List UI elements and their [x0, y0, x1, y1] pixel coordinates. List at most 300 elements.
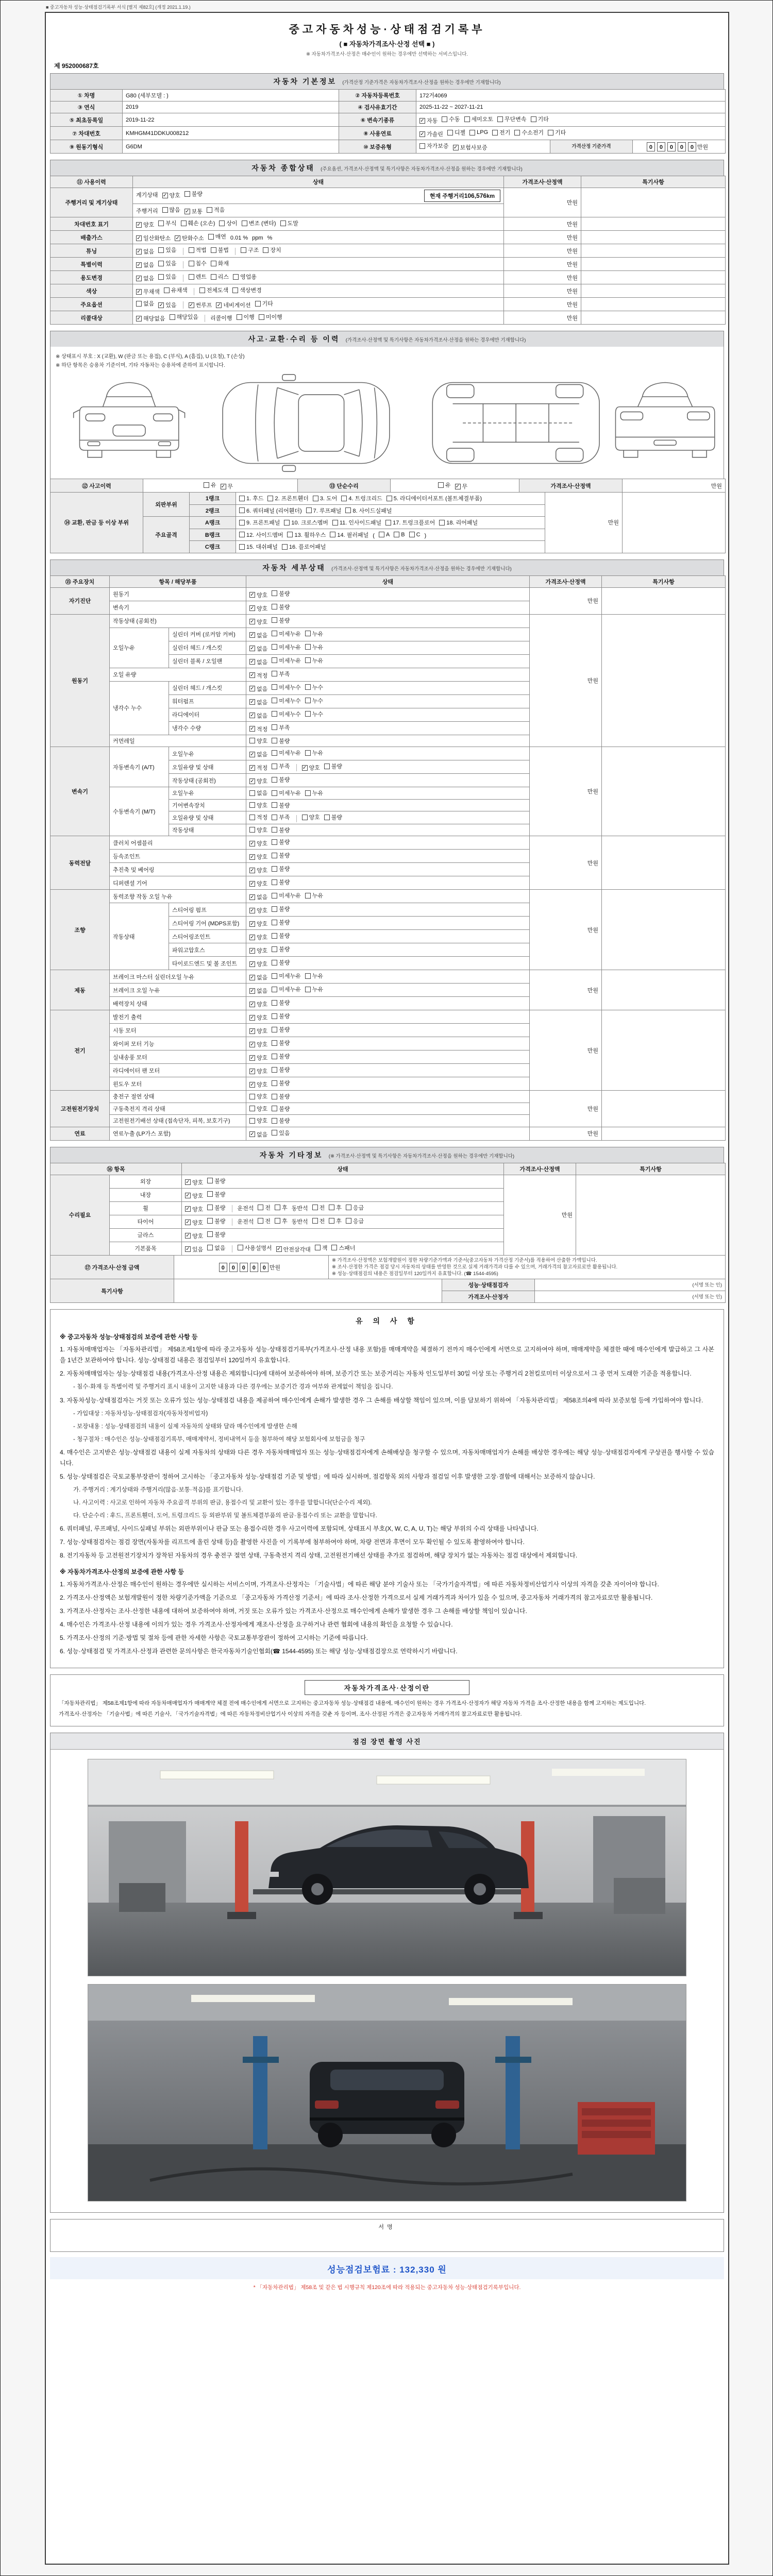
checkbox-mark [272, 1118, 277, 1124]
checkbox-checked[interactable] [249, 1040, 267, 1048]
mileage-unit: km [486, 193, 495, 199]
checkbox-checked[interactable] [249, 853, 267, 861]
checkbox-checked[interactable] [184, 207, 203, 215]
checkbox-mark: ✓ [186, 1219, 190, 1226]
checkbox-unchecked[interactable] [312, 1217, 325, 1225]
checkbox-unchecked[interactable] [272, 616, 290, 624]
checkbox-label: 불량 [279, 802, 290, 809]
checkbox-unchecked[interactable] [204, 481, 216, 489]
checkbox-label: 17. 트렁크플로어 [393, 520, 435, 526]
checkbox-checked[interactable] [136, 247, 154, 256]
checkbox-unchecked[interactable] [241, 246, 259, 254]
checkbox-unchecked[interactable] [272, 813, 290, 821]
checkbox-unchecked[interactable] [305, 972, 323, 980]
value-cell [110, 1091, 246, 1103]
value-cell [110, 1115, 246, 1127]
checkbox-unchecked[interactable] [272, 945, 290, 953]
other-title-bar [50, 1147, 724, 1163]
checkbox-unchecked[interactable] [162, 206, 180, 214]
checkbox-checked[interactable] [249, 1027, 267, 1035]
checkbox-unchecked[interactable] [305, 789, 323, 797]
checkbox-unchecked[interactable] [249, 826, 267, 834]
cell-text: 고전원전기배선 상태 (접속단자, 피복, 보호기구) [113, 1118, 230, 1125]
checkbox-label: 해당있음 [176, 314, 199, 320]
table-row [51, 90, 726, 101]
value-cell [576, 1175, 726, 1255]
checkbox-checked[interactable] [249, 750, 267, 758]
section-accident-history [50, 331, 724, 553]
checkbox-mark: ✓ [186, 1246, 190, 1252]
checkbox-checked[interactable] [249, 1067, 267, 1075]
checkbox-unchecked[interactable] [315, 1244, 328, 1252]
checkbox-unchecked[interactable] [272, 697, 301, 705]
checkbox-unchecked[interactable] [272, 643, 301, 651]
checkbox-mark [272, 853, 277, 858]
checkbox-checked[interactable] [249, 685, 267, 693]
checkbox-mark [181, 221, 187, 226]
checkbox-mark [272, 1000, 277, 1006]
cell-text: 오일누유 [113, 645, 135, 651]
checkbox-unchecked[interactable] [324, 813, 342, 821]
cell-text: 가격조사·산정자 [468, 1294, 509, 1301]
checkbox-unchecked[interactable] [272, 1012, 290, 1020]
value-cell [133, 231, 504, 244]
checkbox-unchecked[interactable] [341, 494, 382, 502]
checkbox-label: 리스 [217, 274, 229, 280]
inspection-photo-1 [88, 1759, 686, 1976]
checkbox-unchecked[interactable] [324, 762, 342, 770]
checkbox-label: 적정 [257, 726, 268, 733]
checkbox-checked[interactable] [249, 1013, 267, 1022]
checkbox-unchecked[interactable] [239, 531, 283, 539]
checkbox-checked[interactable] [419, 116, 438, 125]
checkbox-unchecked[interactable] [305, 683, 323, 691]
checkbox-unchecked[interactable] [249, 801, 267, 809]
checkbox-unchecked[interactable] [207, 206, 225, 214]
checkbox-unchecked[interactable] [272, 630, 301, 638]
checkbox-unchecked[interactable] [272, 891, 301, 900]
cell-text: 만원 [587, 1047, 598, 1054]
checkbox-label: 영업용 [240, 274, 257, 280]
label-cell [519, 479, 623, 493]
cell-text: 작동상태 [172, 827, 194, 834]
checkbox-unchecked[interactable] [249, 737, 267, 745]
checkbox-checked[interactable] [276, 1245, 311, 1253]
checkbox-mark [379, 532, 384, 537]
checkbox-unchecked[interactable] [306, 506, 342, 515]
checkbox-unchecked[interactable] [211, 246, 229, 254]
checkbox-label: 불량 [191, 191, 203, 197]
checkbox-unchecked[interactable] [189, 273, 207, 281]
checkbox-checked[interactable] [216, 301, 250, 309]
checkbox-unchecked[interactable] [189, 246, 207, 254]
checkbox-unchecked[interactable] [272, 985, 301, 993]
checkbox-unchecked[interactable] [282, 543, 326, 551]
checkbox-checked[interactable] [302, 764, 320, 772]
value-cell [246, 799, 530, 811]
checkbox-label: 1. 후드 [246, 496, 264, 502]
checkbox-label: 양호 [192, 1179, 204, 1186]
checkbox-checked[interactable] [249, 973, 267, 981]
car-diagram-top [223, 375, 390, 471]
checkbox-unchecked[interactable] [531, 115, 549, 123]
checkbox-unchecked[interactable] [207, 1204, 225, 1212]
label-cell [504, 176, 581, 188]
checkbox-unchecked[interactable] [379, 532, 390, 538]
cell-text: 주행거리 및 계기상태 [65, 200, 118, 206]
checkbox-checked[interactable] [249, 866, 267, 874]
checkbox-checked[interactable] [249, 777, 267, 785]
checkbox-label: 색상변경 [240, 287, 262, 294]
checkbox-unchecked[interactable] [305, 656, 323, 665]
cell-text: ( [373, 533, 375, 539]
checkbox-unchecked[interactable] [158, 259, 176, 267]
value-cell [110, 735, 246, 747]
checkbox-unchecked[interactable] [492, 128, 510, 137]
checkbox-label: 누유 [312, 657, 324, 664]
checkbox-label: 불량 [331, 815, 343, 821]
checkbox-checked[interactable] [185, 1205, 203, 1213]
checkbox-mark [249, 1118, 255, 1124]
table-row [51, 1163, 726, 1175]
checkbox-unchecked[interactable] [438, 481, 451, 489]
checkbox-checked[interactable] [249, 987, 267, 995]
checkbox-checked[interactable] [136, 274, 154, 282]
checkbox-unchecked[interactable] [284, 518, 328, 527]
checkbox-unchecked[interactable] [272, 1105, 290, 1113]
checkbox-unchecked[interactable] [302, 813, 320, 821]
checkbox-checked[interactable] [249, 960, 267, 968]
checkbox-unchecked[interactable] [313, 494, 337, 502]
checkbox-label: 적정 [257, 672, 268, 679]
checkbox-unchecked[interactable] [263, 246, 281, 254]
checkbox-unchecked[interactable] [272, 589, 290, 598]
checkbox-unchecked[interactable] [258, 1204, 271, 1212]
checkbox-unchecked[interactable] [207, 1190, 225, 1198]
checkbox-mark [531, 116, 536, 122]
checkbox-mark [207, 207, 212, 213]
checkbox-mark [305, 631, 311, 636]
label-cell [51, 176, 133, 188]
checkbox-mark: ✓ [276, 1246, 281, 1252]
checkbox-unchecked[interactable] [255, 299, 273, 308]
checkbox-unchecked[interactable] [305, 697, 323, 705]
checkbox-unchecked[interactable] [287, 531, 326, 539]
checkbox-unchecked[interactable] [184, 190, 203, 198]
checkbox-checked[interactable] [249, 698, 267, 706]
checkbox-checked[interactable] [185, 1178, 203, 1187]
checkbox-unchecked[interactable] [199, 286, 229, 294]
checkbox-unchecked[interactable] [447, 128, 465, 137]
checkbox-unchecked[interactable] [208, 232, 226, 241]
checkbox-unchecked[interactable] [233, 273, 257, 281]
checkbox-unchecked[interactable] [305, 891, 323, 900]
checkbox-checked[interactable] [249, 906, 267, 914]
checkbox-mark: ✓ [250, 765, 255, 771]
checkbox-label: 전 [319, 1218, 325, 1225]
value-cell [530, 836, 602, 890]
checkbox-checked[interactable] [249, 1054, 267, 1062]
checkbox-unchecked[interactable] [272, 1052, 290, 1060]
checkbox-unchecked[interactable] [305, 749, 323, 757]
checkbox-unchecked[interactable] [386, 494, 482, 502]
checkbox-checked[interactable] [185, 1245, 203, 1253]
checkbox-unchecked[interactable] [280, 219, 298, 227]
checkbox-unchecked[interactable] [394, 532, 405, 538]
checkbox-checked[interactable] [249, 946, 267, 955]
checkbox-checked[interactable] [249, 893, 267, 901]
checkbox-label: 불량 [279, 617, 290, 624]
checkbox-checked[interactable] [249, 1000, 267, 1008]
checkbox-checked[interactable] [249, 1080, 267, 1089]
cell-text: 냉각수 누수 [113, 705, 142, 711]
checkbox-unchecked[interactable] [272, 972, 301, 980]
checkbox-unchecked[interactable] [272, 737, 290, 745]
checkbox-checked[interactable] [249, 658, 267, 666]
checkbox-unchecked[interactable] [258, 1217, 271, 1225]
checkbox-checked[interactable] [221, 482, 233, 490]
checkbox-unchecked[interactable] [181, 219, 215, 227]
checkbox-unchecked[interactable] [312, 1204, 325, 1212]
checkbox-unchecked[interactable] [272, 801, 290, 809]
checkbox-unchecked[interactable] [331, 1244, 355, 1252]
value-cell [535, 1279, 726, 1291]
checkbox-unchecked[interactable] [272, 998, 290, 1007]
checkbox-unchecked[interactable] [249, 1116, 267, 1125]
checkbox-checked[interactable] [185, 1232, 203, 1240]
checkbox-unchecked[interactable] [272, 723, 290, 732]
inspector-sign-table [50, 1279, 724, 1303]
detail-title-bar [50, 560, 724, 575]
checkbox-checked[interactable] [136, 314, 165, 323]
notice-item: 1. 자동차매매업자는 「자동차관리법」 제58조제1항에 따라 중고자동차 성능·상태점검기록부(가격조사·산정 내용 포함)를 매매계약을 체결하기 전까지 매수인에게 서면으로 고지하여야 하며, 매매계약을 체결한 때에 매수인에게 발급하고 그 사본을 1년간 보관하여야 합니다. 성능·상태점검 내용은 점검일부터 120일까지 유효합니다. [60, 1346, 714, 1364]
checkbox-unchecked[interactable] [272, 918, 290, 926]
checkbox-unchecked[interactable] [158, 246, 176, 254]
checkbox-mark: ✓ [175, 235, 180, 241]
checkbox-unchecked[interactable] [469, 129, 488, 135]
checkbox-label: 기타 [537, 116, 549, 123]
label-cell [190, 517, 236, 529]
checkbox-checked[interactable] [185, 1218, 203, 1227]
checkbox-label: 불량 [214, 1191, 226, 1198]
checkbox-unchecked[interactable] [442, 115, 460, 123]
checkbox-checked[interactable] [249, 618, 267, 626]
checkbox-unchecked[interactable] [249, 1105, 267, 1113]
checkbox-unchecked[interactable] [272, 1116, 290, 1125]
checkbox-unchecked[interactable] [158, 219, 176, 227]
checkbox-unchecked[interactable] [272, 789, 301, 797]
amount-digit: 0 [240, 1263, 248, 1272]
checkbox-checked[interactable] [249, 645, 267, 653]
cell-text: 원동기 [72, 677, 88, 684]
checkbox-mark [438, 482, 444, 488]
value-cell [246, 641, 530, 654]
checkbox-mark [332, 520, 338, 526]
label-cell [51, 258, 133, 271]
checkbox-unchecked[interactable] [242, 219, 276, 227]
checkbox-checked[interactable] [249, 1130, 267, 1139]
value-cell [246, 601, 530, 614]
document-number: 제 952000687호 [54, 62, 99, 70]
checkbox-unchecked[interactable] [305, 710, 323, 718]
value-cell [246, 747, 530, 760]
checkbox-unchecked[interactable] [419, 142, 449, 150]
checkbox-checked[interactable] [249, 879, 267, 888]
checkbox-unchecked[interactable] [272, 710, 301, 718]
checkbox-checked[interactable] [249, 920, 267, 928]
checkbox-checked[interactable] [158, 301, 176, 309]
checkbox-unchecked[interactable] [272, 826, 290, 834]
checkbox-unchecked[interactable] [272, 1025, 290, 1033]
checkbox-unchecked[interactable] [272, 749, 301, 757]
checkbox-unchecked[interactable] [332, 518, 381, 527]
checkbox-unchecked[interactable] [346, 1217, 364, 1225]
label-cell [51, 890, 110, 970]
checkbox-label: 양호 [257, 881, 268, 888]
checkbox-checked[interactable] [249, 839, 267, 848]
checkbox-checked[interactable] [136, 234, 171, 242]
checkbox-unchecked[interactable] [272, 1039, 290, 1047]
checkbox-unchecked[interactable] [249, 1092, 267, 1100]
checkbox-unchecked[interactable] [207, 1244, 225, 1252]
checkbox-unchecked[interactable] [211, 273, 229, 281]
checkbox-unchecked[interactable] [170, 313, 199, 321]
checkbox-unchecked[interactable] [346, 1204, 364, 1212]
checkbox-unchecked[interactable] [305, 643, 323, 651]
checkbox-checked[interactable] [185, 1192, 203, 1200]
checkbox-unchecked[interactable] [207, 1230, 225, 1239]
checkbox-unchecked[interactable] [272, 878, 290, 886]
checkbox-unchecked[interactable] [272, 865, 290, 873]
checkbox-checked[interactable] [136, 261, 154, 269]
checkbox-unchecked[interactable] [237, 313, 255, 321]
checkbox-checked[interactable] [189, 301, 212, 309]
cell-text: 계기상태 [136, 192, 158, 198]
checkbox-unchecked[interactable] [272, 656, 301, 665]
checkbox-unchecked[interactable] [305, 630, 323, 638]
checkbox-unchecked[interactable] [385, 518, 435, 527]
checkbox-unchecked[interactable] [329, 1217, 342, 1225]
checkbox-unchecked[interactable] [207, 1217, 225, 1225]
label-cell [51, 113, 123, 127]
checkbox-unchecked[interactable] [272, 1129, 290, 1137]
checkbox-unchecked[interactable] [272, 931, 290, 940]
notice-item: - 가입대상 : 자동차성능·상태점검자(자동차정비업자) [73, 1410, 208, 1417]
value-cell [110, 836, 246, 850]
signature-label: 서명 [378, 2224, 396, 2230]
amount-digit: 0 [229, 1263, 238, 1272]
checkbox-unchecked[interactable] [239, 518, 280, 527]
checkbox-unchecked[interactable] [345, 506, 392, 515]
checkbox-label: 양호 [192, 1206, 204, 1213]
checkbox-unchecked[interactable] [329, 1204, 342, 1212]
checkbox-unchecked[interactable] [272, 670, 290, 678]
checkbox-unchecked[interactable] [267, 494, 308, 502]
value-cell [133, 298, 504, 311]
checkbox-checked[interactable] [175, 234, 204, 242]
checkbox-unchecked[interactable] [136, 299, 154, 308]
checkbox-unchecked[interactable] [272, 905, 290, 913]
checkbox-unchecked[interactable] [272, 958, 290, 967]
checkbox-unchecked[interactable] [232, 286, 262, 294]
checkbox-mark [469, 130, 475, 135]
checkbox-checked[interactable] [136, 287, 160, 296]
checkbox-unchecked[interactable] [305, 985, 323, 993]
value-cell [623, 493, 726, 553]
value-cell [530, 1091, 602, 1127]
checkbox-unchecked[interactable] [409, 532, 421, 538]
checkbox-unchecked[interactable] [249, 789, 267, 797]
checkbox-checked[interactable] [136, 221, 154, 229]
checkbox-checked[interactable] [249, 604, 267, 613]
checkbox-unchecked[interactable] [238, 1244, 272, 1252]
checkbox-unchecked[interactable] [272, 1092, 290, 1100]
checkbox-checked[interactable] [419, 130, 443, 138]
checkbox-unchecked[interactable] [514, 128, 544, 137]
checkbox-unchecked[interactable] [239, 494, 263, 502]
checkbox-unchecked[interactable] [158, 273, 176, 281]
checkbox-checked[interactable] [453, 143, 488, 151]
checkbox-label: 자가보증 [427, 143, 449, 149]
checkbox-unchecked[interactable] [275, 1204, 288, 1212]
checkbox-unchecked[interactable] [219, 219, 237, 227]
checkbox-checked[interactable] [249, 933, 267, 941]
checkbox-unchecked[interactable] [272, 851, 290, 859]
checkbox-unchecked[interactable] [239, 543, 278, 551]
checkbox-unchecked[interactable] [189, 259, 207, 267]
checkbox-checked[interactable] [249, 671, 267, 680]
checkbox-checked[interactable] [249, 711, 267, 720]
cell-text: 색상 [86, 288, 97, 295]
checkbox-checked[interactable] [162, 191, 180, 199]
checkbox-mark [207, 1191, 213, 1197]
inspection-record-document [45, 12, 729, 2565]
checkbox-unchecked[interactable] [275, 1217, 288, 1225]
checkbox-unchecked[interactable] [272, 603, 290, 611]
checkbox-unchecked[interactable] [272, 838, 290, 846]
checkbox-checked[interactable] [249, 764, 267, 772]
checkbox-unchecked[interactable] [272, 1079, 290, 1087]
checkbox-unchecked[interactable] [548, 128, 566, 137]
checkbox-checked[interactable] [249, 591, 267, 599]
value-cell [246, 876, 530, 890]
photos-box [50, 1733, 724, 2213]
checkbox-unchecked[interactable] [272, 762, 290, 770]
checkbox-unchecked[interactable] [272, 775, 290, 784]
checkbox-mark: ✓ [250, 1014, 255, 1021]
checkbox-unchecked[interactable] [272, 683, 301, 691]
checkbox-unchecked[interactable] [259, 313, 282, 321]
checkbox-mark: ✓ [186, 1233, 190, 1239]
checkbox-unchecked[interactable] [439, 518, 478, 527]
label-cell [51, 231, 133, 244]
cell-text: 원동기 [113, 591, 129, 598]
value-cell [133, 244, 504, 258]
checkbox-unchecked[interactable] [239, 506, 302, 515]
checkbox-unchecked[interactable] [207, 1177, 225, 1185]
checkbox-checked[interactable] [249, 631, 267, 639]
checkbox-checked[interactable] [455, 482, 468, 490]
checkbox-unchecked[interactable] [272, 1065, 290, 1074]
checkbox-checked[interactable] [249, 725, 267, 733]
checkbox-unchecked[interactable] [211, 259, 229, 267]
checkbox-unchecked[interactable] [464, 115, 494, 123]
value-cell [169, 747, 246, 760]
checkbox-unchecked[interactable] [497, 115, 527, 123]
checkbox-unchecked[interactable] [164, 286, 188, 294]
checkbox-unchecked[interactable] [330, 531, 368, 539]
checkbox-unchecked[interactable] [249, 813, 267, 821]
